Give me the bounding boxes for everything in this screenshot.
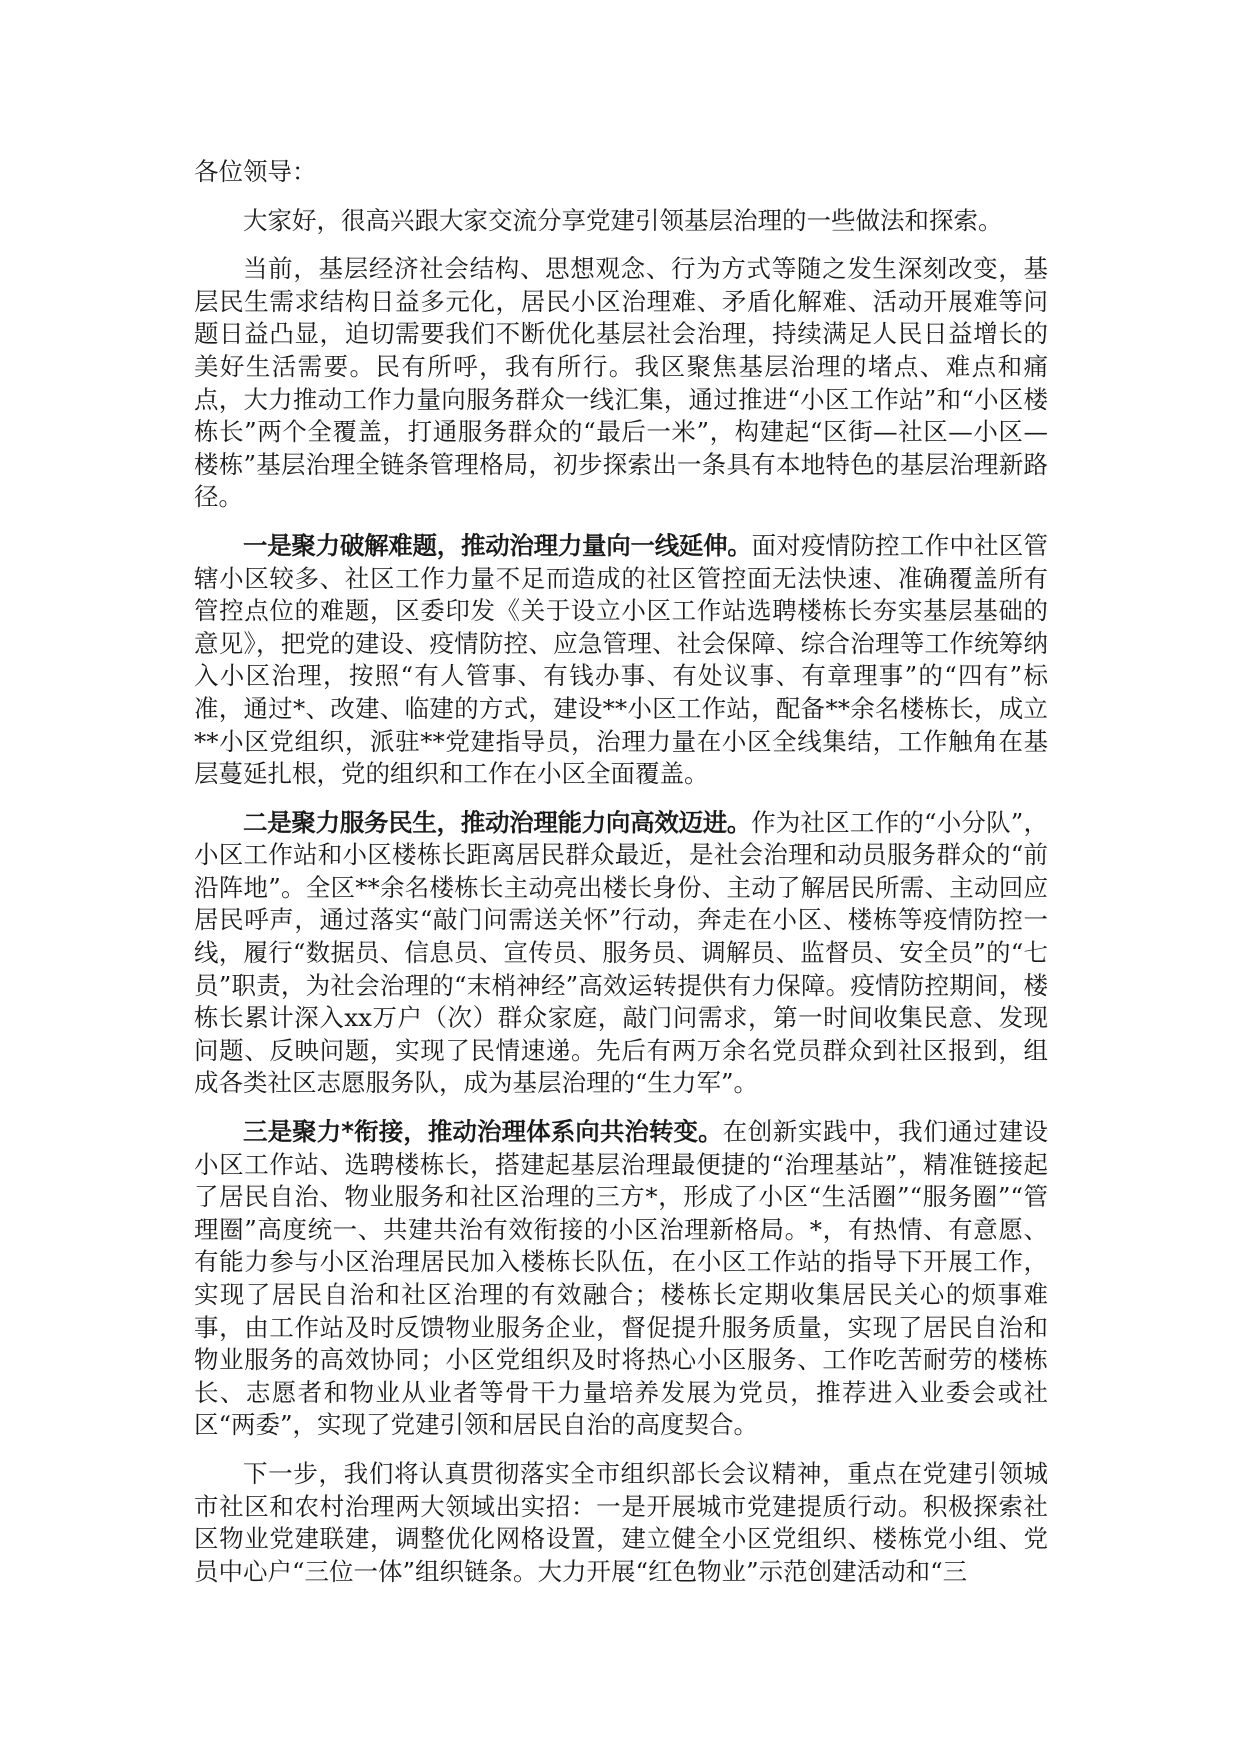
paragraph-lead: 一是聚力破解难题，推动治理力量向一线延伸。 (243, 530, 752, 560)
paragraph-text: 大家好，很高兴跟大家交流分享党建引领基层治理的一些做法和探索。 (243, 205, 1003, 235)
paragraph-point-three (194, 1116, 1048, 1442)
paragraph-greeting (194, 205, 1048, 238)
paragraph-text: 作为社区工作的“小分队”，小区工作站和小区楼栋长距离居民群众最近，是社会治理和动员服务群众的“前沿阵地”。全区**余名楼栋长主动亮出楼长身份、主动了解居民所需、主动回应居民呼声，通过落实“敲门问需送关怀”行动，奔走在小区、楼栋等疫情防控一线，履行“数据员、信息员、宣传员、服务员、调解员、监督员、安全员”的“七员”职责，为社会治理的“末梢神经”高效运转提供有力保障。疫情防控期间，楼栋长累计深入xx万户（次）群众家庭，敲门问需求，第一时间收集民意、发现问题、反映问题，实现了民情速递。先后有两万余名党员群众到社区报到，组成各类社区志愿服务队，成为基层治理的“生力军”。 (194, 807, 1048, 1098)
paragraph-text: 在创新实践中，我们通过建设小区工作站、选聘楼栋长，搭建起基层治理最便捷的“治理基站”，精准链接起了居民自治、物业服务和社区治理的三方*，形成了小区“生活圈”“服务圈”“管理圈”高度统一、共建共治有效衔接的小区治理新格局。*，有热情、有意愿、有能力参与小区治理居民加入楼栋长队伍，在小区工作站的指导下开展工作，实现了居民自治和社区治理的有效融合；楼栋长定期收集居民关心的烦事难事，由工作站及时反馈物业服务企业，督促提升服务质量，实现了居民自治和物业服务的高效协同；小区党组织及时将热心小区服务、工作吃苦耐劳的楼栋长、志愿者和物业从业者等骨干力量培养发展为党员，推荐进入业委会或社区“两委”，实现了党建引领和居民自治的高度契合。 (194, 1117, 1049, 1440)
paragraph-text: 当前，基层经济社会结构、思想观念、行为方式等随之发生深刻改变，基层民生需求结构日益多元化，居民小区治理难、矛盾化解难、活动开展难等问题日益凸显，迫切需要我们不断优化基层社会治理，持续满足人民日益增长的美好生活需要。民有所呼，我有所行。我区聚焦基层治理的堵点、难点和痛点，大力推动工作力量向服务群众一线汇集，通过推进“小区工作站”和“小区楼栋长”两个全覆盖，打通服务群众的“最后一米”，构建起“区街—社区—小区—楼栋”基层治理全链条管理格局，初步探索出一条具有本地特色的基层治理新路径。 (194, 254, 1048, 512)
paragraph-text: 面对疫情防控工作中社区管辖小区较多、社区工作力量不足而造成的社区管控面无法快速、准确覆盖所有管控点位的难题，区委印发《关于设立小区工作站选聘楼栋长夯实基层基础的意见》，把党的建设、疫情防控、应急管理、社会保障、综合治理等工作统筹纳入小区治理，按照“有人管事、有钱办事、有处议事、有章理事”的“四有”标准，通过*、改建、临建的方式，建设**小区工作站，配备**余名楼栋长，成立**小区党组织，派驻**党建指导员，治理力量在小区全线集结，工作触角在基层蔓延扎根，党的组织和工作在小区全面覆盖。 (194, 530, 1048, 789)
paragraph-point-two (194, 807, 1048, 1100)
paragraph-lead: 二是聚力服务民生，推动治理能力向高效迈进。 (243, 807, 752, 837)
paragraph-text: 下一步，我们将认真贯彻落实全市组织部长会议精神，重点在党建引领城市社区和农村治理两大领域出实招：一是开展城市党建提质行动。积极探索社区物业党建联建，调整优化网格设置，建立健全小区党组织、楼栋党小组、党员中心户“三位一体”组织链条。大力开展“红色物业”示范创建活动和“三 (194, 1458, 1048, 1586)
paragraph-lead: 三是聚力*衔接，推动治理体系向共治转变。 (243, 1117, 723, 1147)
salutation: 各位领导： (194, 157, 317, 186)
document-body (194, 156, 1048, 1604)
paragraph-background (194, 253, 1048, 514)
paragraph-point-one (194, 530, 1048, 791)
paragraph-next-steps (194, 1458, 1048, 1588)
